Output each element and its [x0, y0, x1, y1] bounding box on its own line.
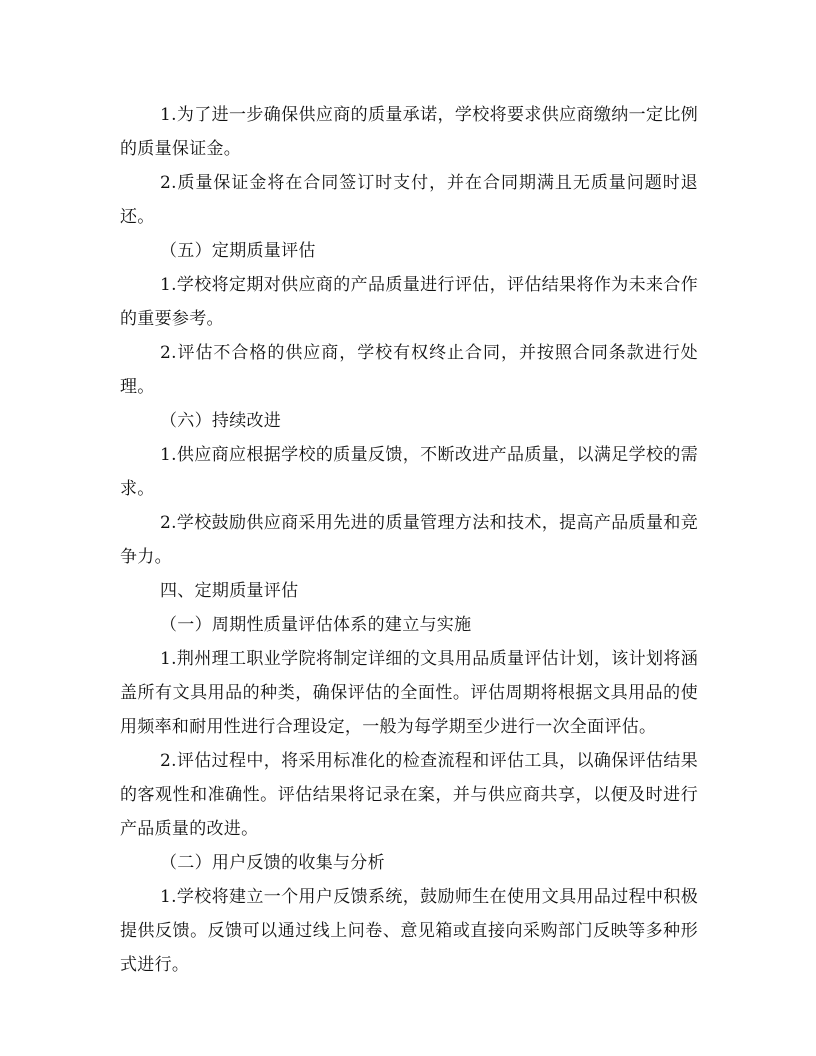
paragraph-improvement-1: 1.供应商应根据学校的质量反馈，不断改进产品质量，以满足学校的需求。: [120, 445, 698, 499]
document-body: [120, 98, 698, 982]
subheading-user-feedback: （二）用户反馈的收集与分析: [160, 853, 385, 873]
subheading-periodic-evaluation: （五）定期质量评估: [160, 241, 316, 261]
paragraph-deposit-1: 1.为了进一步确保供应商的质量承诺，学校将要求供应商缴纳一定比例的质量保证金。: [120, 105, 698, 159]
paragraph-feedback-1: 1.学校将建立一个用户反馈系统，鼓励师生在使用文具用品过程中积极提供反馈。反馈可以通过线上问卷、意见箱或直接向采购部门反映等多种形式进行。: [120, 887, 698, 975]
paragraph-deposit-2: 2.质量保证金将在合同签订时支付，并在合同期满且无质量问题时退还。: [120, 173, 698, 227]
subheading-periodic-system: （一）周期性质量评估体系的建立与实施: [160, 615, 472, 635]
paragraph-evaluation-2: 2.评估不合格的供应商，学校有权终止合同，并按照合同条款进行处理。: [120, 343, 698, 397]
paragraph-system-2: 2.评估过程中，将采用标准化的检查流程和评估工具，以确保评估结果的客观性和准确性。评估结果将记录在案，并与供应商共享，以便及时进行产品质量的改进。: [120, 751, 698, 839]
paragraph-evaluation-1: 1.学校将定期对供应商的产品质量进行评估，评估结果将作为未来合作的重要参考。: [120, 275, 698, 329]
paragraph-improvement-2: 2.学校鼓励供应商采用先进的质量管理方法和技术，提高产品质量和竞争力。: [120, 513, 698, 567]
section-heading-4: 四、定期质量评估: [160, 581, 299, 601]
paragraph-system-1: 1.荆州理工职业学院将制定详细的文具用品质量评估计划，该计划将涵盖所有文具用品的种类，确保评估的全面性。评估周期将根据文具用品的使用频率和耐用性进行合理设定，一般为每学期至少进行一次全面评估。: [120, 649, 698, 737]
subheading-continuous-improvement: （六）持续改进: [160, 411, 282, 431]
